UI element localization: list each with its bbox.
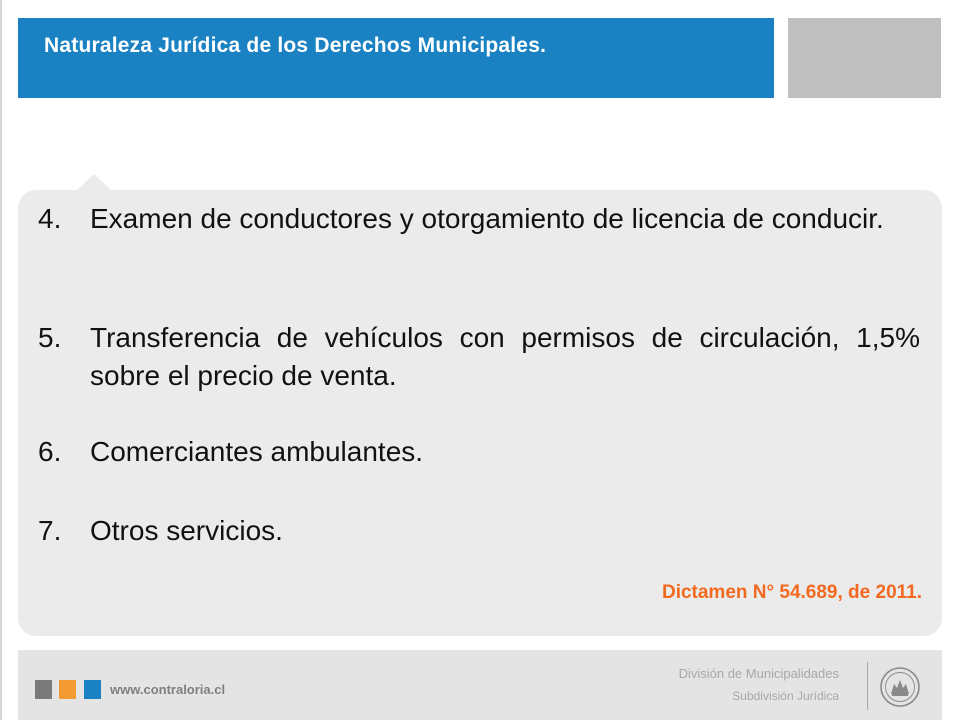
website-link[interactable]: www.contraloria.cl [110, 682, 226, 697]
footer-bar [18, 650, 942, 720]
list-item-number: 4. [38, 203, 62, 234]
orange-square-icon [59, 680, 76, 699]
list-item [38, 512, 920, 550]
list-item-text: Examen de conductores y otorgamiento de licencia de conducir. [90, 203, 884, 234]
subdivision-label: Subdivisión Jurídica [732, 689, 839, 703]
contraloria-seal-icon [879, 666, 921, 708]
panel-pointer [76, 174, 112, 191]
list-item-text: Comerciantes ambulantes. [90, 436, 424, 467]
page-title: Naturaleza Jurídica de los Derechos Municipales. [44, 34, 547, 57]
left-edge-rule [0, 0, 2, 720]
list-item-number: 7. [38, 515, 62, 546]
blue-square-icon [84, 680, 101, 699]
title-bar [18, 18, 774, 98]
header-grey-block [788, 18, 941, 98]
list-item [38, 200, 920, 238]
list-item [38, 433, 920, 471]
citation-text: Dictamen N° 54.689, de 2011. [661, 582, 922, 603]
grey-square-icon [35, 680, 52, 699]
list-item-text: Transferencia de vehículos con permisos de circulación, 1,5% sobre el precio de venta. [90, 322, 920, 391]
list-item-text: Otros servicios. [90, 515, 283, 546]
division-label: División de Municipalidades [678, 666, 839, 681]
list-item [38, 319, 920, 395]
list-item-number: 5. [38, 322, 62, 353]
content-panel [18, 190, 942, 636]
list-item-number: 6. [38, 436, 62, 467]
footer-divider [867, 662, 868, 710]
